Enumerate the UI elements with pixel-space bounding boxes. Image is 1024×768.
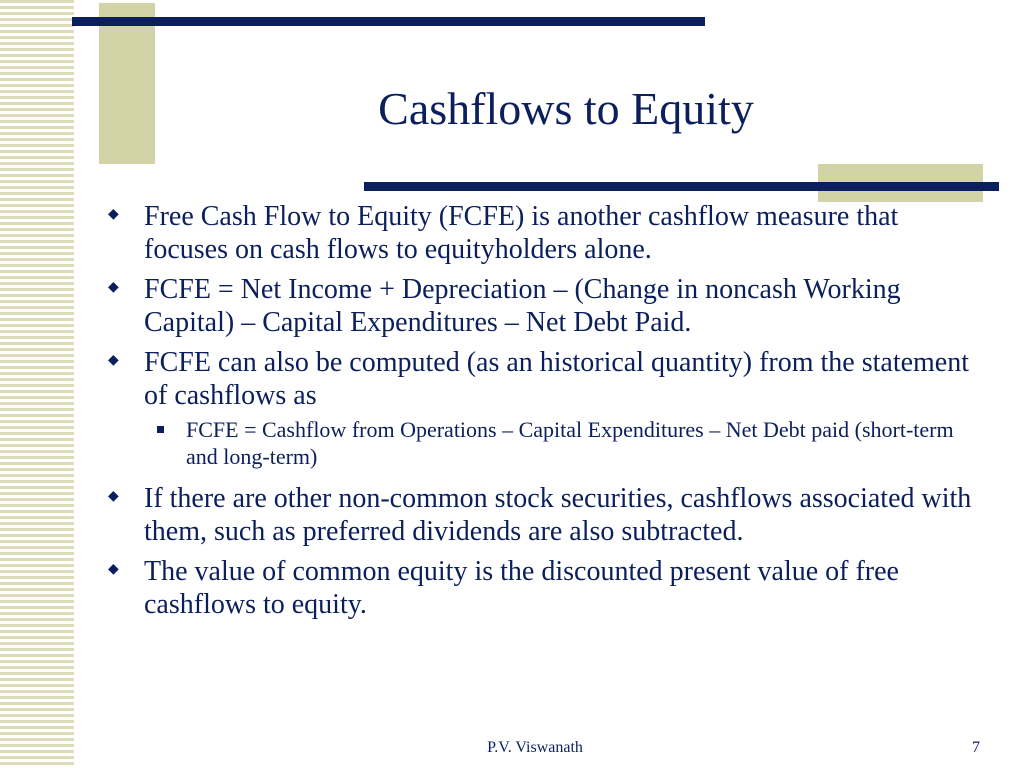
sub-bullet-item <box>108 416 988 470</box>
square-icon <box>157 426 164 433</box>
diamond-icon: ◆ <box>108 280 119 295</box>
bullet-item <box>108 346 988 412</box>
diamond-icon: ◆ <box>108 489 119 504</box>
bullet-item <box>108 200 988 266</box>
bullet-item <box>108 555 988 621</box>
bullet-item <box>108 273 988 339</box>
bullet-text: FCFE = Net Income + Depreciation – (Change in noncash Working Capital) – Capital Expenditures – Net Debt Paid. <box>144 274 901 338</box>
top-rule-decoration <box>72 17 705 26</box>
top-tan-block-decoration <box>99 3 155 164</box>
slide-title: Cashflows to Equity <box>378 83 754 134</box>
diamond-icon: ◆ <box>108 353 119 368</box>
diamond-icon: ◆ <box>108 207 119 222</box>
page-number: 7 <box>972 739 980 756</box>
bullet-list <box>108 200 988 628</box>
bullet-text: If there are other non-common stock securities, cashflows associated with them, such as preferred dividends are also subtracted. <box>144 483 972 547</box>
left-stripe-decoration <box>0 0 74 768</box>
diamond-icon: ◆ <box>108 562 119 577</box>
bullet-text: FCFE can also be computed (as an historical quantity) from the statement of cashflows as <box>144 347 970 411</box>
title-underline-decoration <box>364 182 999 191</box>
bullet-item <box>108 482 988 548</box>
footer-author: P.V. Viswanath <box>487 739 583 756</box>
bullet-text: The value of common equity is the discounted present value of free cashflows to equity. <box>144 556 899 620</box>
sub-bullet-text: FCFE = Cashflow from Operations – Capital Expenditures – Net Debt paid (short-term and long-term) <box>186 417 954 469</box>
bullet-text: Free Cash Flow to Equity (FCFE) is another cashflow measure that focuses on cash flows to equityholders alone. <box>144 201 899 265</box>
